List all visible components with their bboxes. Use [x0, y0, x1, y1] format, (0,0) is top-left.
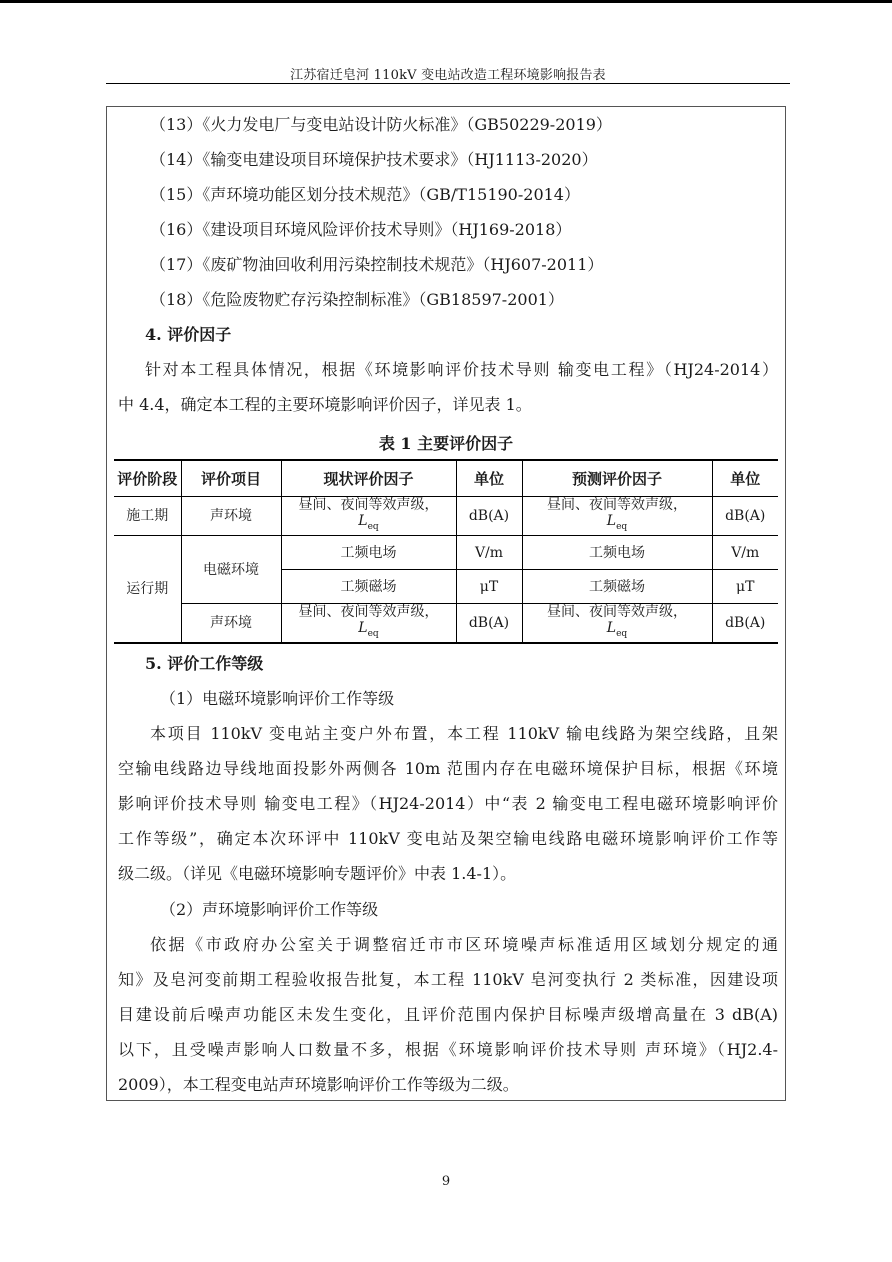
item-cell: 声环境 — [181, 497, 281, 536]
table-row — [114, 536, 778, 570]
paragraph-line: 影响评价技术导则 输变电工程》（HJ24-2014）中“表 2 输变电工程电磁环境影响评价 — [118, 794, 778, 813]
unit-cell: dB(A) — [712, 497, 778, 536]
reference-item: （14）《输变电建设项目环境保护技术要求》（HJ1113-2020） — [150, 150, 598, 169]
leq-symbol: $L_{eq}$ — [606, 513, 628, 532]
column-header: 单位 — [456, 460, 522, 497]
header-rule — [106, 83, 790, 84]
paragraph-line: 级二级。（详见《电磁环境影响专题评价》中表 1.4-1）。 — [118, 864, 517, 883]
table-row — [114, 604, 778, 644]
factor-cell — [281, 604, 456, 644]
factor-cell: 工频电场 — [281, 536, 456, 570]
evaluation-factors-table — [114, 459, 778, 644]
table-title: 表 1 主要评价因子 — [378, 434, 514, 453]
unit-cell: dB(A) — [456, 497, 522, 536]
section-heading: 5. 评价工作等级 — [145, 654, 264, 673]
column-header: 预测评价因子 — [522, 460, 712, 497]
paragraph-line: 依据《市政府办公室关于调整宿迁市市区环境噪声标准适用区域划分规定的通 — [150, 935, 778, 954]
paragraph-line: 知》及皂河变前期工程验收报告批复，本工程 110kV 皂河变执行 2 类标准，因建设项 — [118, 970, 778, 989]
leq-symbol: $L_{eq}$ — [606, 620, 628, 639]
unit-cell: dB(A) — [456, 604, 522, 644]
unit-cell: V/m — [456, 536, 522, 570]
item-cell: 电磁环境 — [181, 536, 281, 604]
column-header: 评价项目 — [181, 460, 281, 497]
section-heading: 4. 评价因子 — [145, 325, 232, 344]
page-number: 9 — [441, 1174, 451, 1189]
reference-item: （16）《建设项目环境风险评价技术导则》（HJ169-2018） — [150, 220, 572, 239]
table-header-row — [114, 460, 778, 497]
reference-item: （17）《废矿物油回收利用污染控制技术规范》（HJ607-2011） — [150, 255, 604, 274]
paragraph-line: 中 4.4，确定本工程的主要环境影响评价因子，详见表 1。 — [118, 395, 532, 414]
factor-text: 昼间、夜间等效声级， — [547, 497, 687, 514]
item-cell: 声环境 — [181, 604, 281, 644]
leq-symbol: $L_{eq}$ — [358, 513, 379, 532]
unit-cell: μT — [712, 570, 778, 604]
stage-cell: 施工期 — [114, 497, 181, 536]
paragraph-line: 工作等级”，确定本次环评中 110kV 变电站及架空输电线路电磁环境影响评价工作等 — [118, 829, 778, 848]
stage-cell: 运行期 — [114, 536, 181, 644]
factor-cell — [522, 497, 712, 536]
paragraph-line: 以下，且受噪声影响人口数量不多，根据《环境影响评价技术导则 声环境》（HJ2.4- — [118, 1040, 778, 1059]
paragraph-line: 针对本工程具体情况，根据《环境影响评价技术导则 输变电工程》（HJ24-2014） — [145, 360, 778, 379]
unit-cell: V/m — [712, 536, 778, 570]
leq-symbol: $L_{eq}$ — [358, 620, 379, 639]
top-border — [0, 0, 892, 3]
reference-item: （15）《声环境功能区划分技术规范》（GB/T15190-2014） — [150, 185, 580, 204]
paragraph-line: 本项目 110kV 变电站主变户外布置，本工程 110kV 输电线路为架空线路，且架 — [150, 724, 778, 743]
paragraph-line: 2009），本工程变电站声环境影响评价工作等级为二级。 — [118, 1075, 519, 1094]
table-row — [114, 497, 778, 536]
paragraph-line: 空输电线路边导线地面投影外两侧各 10m 范围内存在电磁环境保护目标，根据《环境 — [118, 759, 778, 778]
reference-item: （13）《火力发电厂与变电站设计防火标准》（GB50229-2019） — [150, 115, 612, 134]
factor-cell: 工频电场 — [522, 536, 712, 570]
unit-cell: dB(A) — [712, 604, 778, 644]
factor-text: 昼间、夜间等效声级， — [298, 604, 439, 621]
column-header: 现状评价因子 — [281, 460, 456, 497]
factor-cell — [522, 604, 712, 644]
factor-text: 昼间、夜间等效声级， — [547, 604, 687, 621]
unit-cell: μT — [456, 570, 522, 604]
paragraph-line: 目建设前后噪声功能区未发生变化，且评价范围内保护目标噪声级增高量在 3 dB(A) — [118, 1005, 778, 1024]
reference-item: （18）《危险废物贮存污染控制标准》（GB18597-2001） — [150, 290, 564, 309]
factor-cell — [281, 497, 456, 536]
factor-text: 昼间、夜间等效声级， — [298, 497, 439, 514]
column-header: 评价阶段 — [114, 460, 181, 497]
page-header: 江苏宿迁皂河 110kV 变电站改造工程环境影响报告表 — [290, 68, 606, 83]
column-header: 单位 — [712, 460, 778, 497]
factor-cell: 工频磁场 — [281, 570, 456, 604]
subsection-heading: （1）电磁环境影响评价工作等级 — [160, 689, 395, 708]
factor-cell: 工频磁场 — [522, 570, 712, 604]
subsection-heading: （2）声环境影响评价工作等级 — [160, 900, 379, 919]
